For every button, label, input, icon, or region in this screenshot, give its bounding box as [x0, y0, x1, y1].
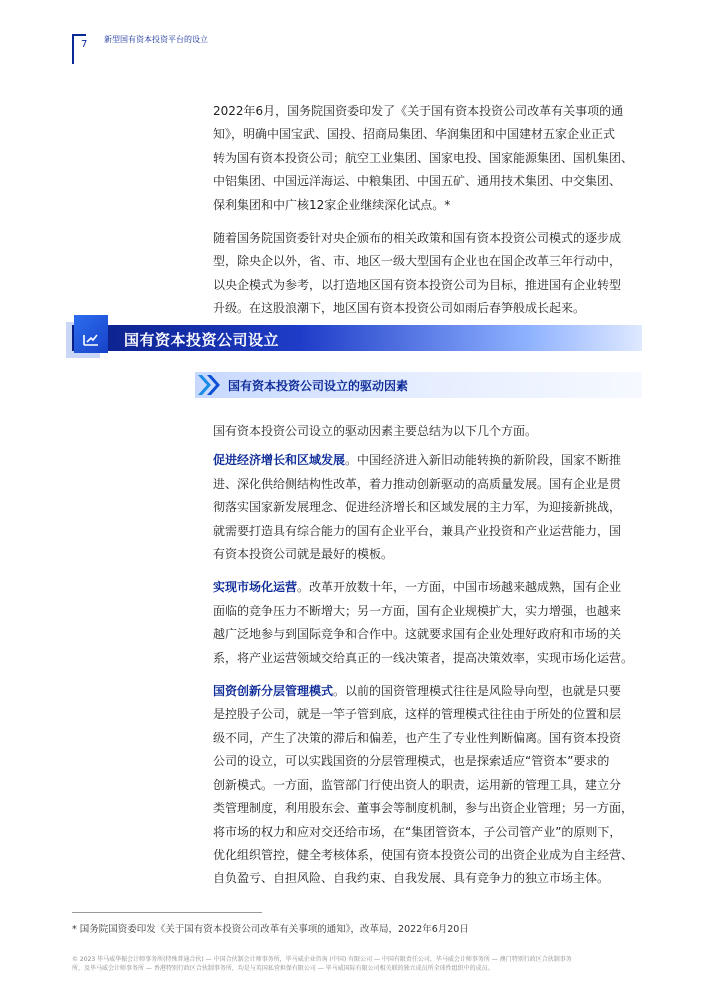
footnote-divider — [72, 912, 262, 913]
copyright-notice: © 2023 毕马威华振会计师事务所(特殊普通合伙) — 中国合伙制会计师事务所，毕马威企业咨询 (中国) 有限公司 — 中国有限责任公司，毕马威会计师事务所 — 澳门特别行政区合伙制事务 所，及毕马威会计师事务所 — 香港特别行政区合伙制事务所，均是与英国私营担保有限公司 — 毕马威国际有限公司相关联的独立成员所全球性组织中的成员。 — [72, 956, 572, 972]
factor-heading-3: 国资创新分层管理模式 — [213, 684, 334, 699]
intro-block — [213, 100, 643, 321]
factor-heading-2: 实现市场化运营 — [213, 580, 298, 595]
subsection-title: 国有资本投资公司设立的驱动因素 — [228, 379, 409, 393]
factor-heading-1: 促进经济增长和区域发展 — [213, 453, 346, 468]
body-lead: 国有资本投资公司设立的驱动因素主要总结为以下几个方面。 — [213, 424, 538, 438]
factor-paragraph-3: 国资创新分层管理模式。以前的国资管理模式往往是风险导向型，也就是只要 是控股子公司，就是一竿子管到底，这样的管理模式往往由于所处的位置和层 级不同，产生了决策的滞后和偏差，也产生了专业性判断偏离。国有资本投资 公司的设立，可以实践国资的分层管理模式，也是探索适应“管资本”要求的 创新模式。一方面，监管部门行使出资人的职责，运用新的管理工具，建立分 类管理制度，利用股东会、董事会等制度机制，参与出资企业管理；另一方面， 将市场的权力和应对交还给市场，在“集团管资本，子公司管产业”的原则下， 优化组织管控，健全考核体系，使国有资本投资公司的出资企业成为自主经营、 自负盈亏、自担风险、自我约束、自我发展、具有竞争力的独立市场主体。 — [213, 684, 634, 886]
intro-paragraph-2: 随着国务院国资委针对央企颁布的相关政策和国有资本投资公司模式的逐步成 型，除央企以外，省、市、地区一级大型国有企业也在国企改革三年行动中， 以央企模式为参考，以打造地区国有资本投资公司为目标，推进国有企业转型 升级。在这股浪潮下，地区国有资本投资公司如雨后春笋般成长起来。 — [213, 231, 622, 316]
double-chevron-icon — [195, 373, 223, 397]
footnote: * 国务院国资委印发《关于国有资本投资公司改革有关事项的通知》，改革局，2022年6月20日 — [72, 924, 469, 935]
factor-paragraph-2: 实现市场化运营。改革开放数十年，一方面，中国市场越来越成熟，国有企业 面临的竞争压力不断增大；另一方面，国有企业规模扩大，实力增强，也越来 越广泛地参与到国际竞争和合作中。这就要求国有企业处理好政府和市场的关 系，将产业运营领域交给真正的一线决策者，提高决策效率，实现市场化运营。 — [213, 580, 634, 665]
header-title: 新型国有资本投资平台的设立 — [104, 35, 208, 44]
page-number: 7 — [81, 39, 88, 50]
section-title: 国有资本投资公司设立 — [124, 331, 280, 349]
factor-paragraph-1: 促进经济增长和区域发展。中国经济进入新旧动能转换的新阶段，国家不断推 进、深化供给侧结构性改革，着力推动创新驱动的高质量发展。国有企业是贯 彻落实国家新发展理念、促进经济增长和区域发展的主力军，为迎接新挑战， 就需要打造具有综合能力的国有企业平台，兼具产业投资和产业运营能力，国 有资本投资公司就是最好的模板。 — [213, 453, 622, 562]
chart-trend-icon — [74, 315, 108, 353]
intro-paragraph-1: 2022年6月，国务院国资委印发了《关于国有资本投资公司改革有关事项的通 知》，明确中国宝武、国投、招商局集团、华润集团和中国建材五家企业正式 转为国有资本投资公司；航空工业集团、国家电投、国家能源集团、国机集团、 中铝集团、中国远洋海运、中粮集团、中国五矿、通用技术集团、中交集团、 保利集团和中广核12家企业继续深化试点。* — [213, 104, 634, 212]
body-block — [213, 420, 643, 891]
